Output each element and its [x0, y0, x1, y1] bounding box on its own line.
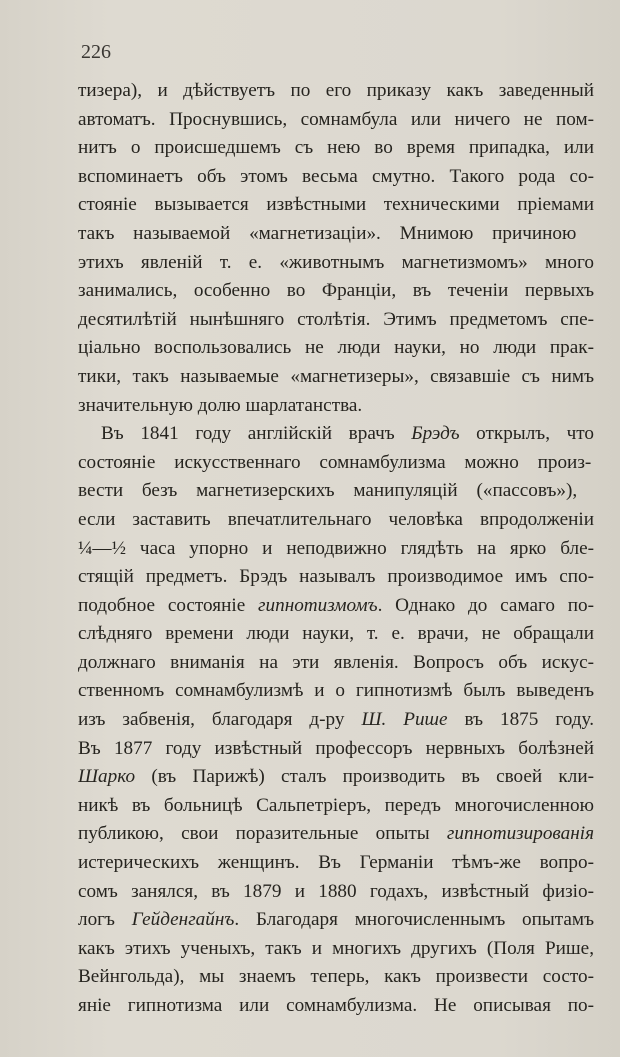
- text-segment: такъ называемой «магнетизаціи». Мнимою причиною: [78, 222, 577, 244]
- text-line: [78, 992, 594, 1021]
- text-segment: сомъ занялся, въ 1879 и 1880 годахъ, извѣстный физіо-: [78, 880, 594, 902]
- text-segment: какъ этихъ ученыхъ, такъ и многихъ другихъ (Поля Рише,: [78, 937, 594, 959]
- text-line: [78, 735, 594, 764]
- text-segment: вести безъ магнетизерскихъ манипуляцій («пассовъ»),: [78, 480, 578, 502]
- text-segment: Вейнгольда), мы знаемъ теперь, какъ произвести состо-: [78, 966, 594, 988]
- text-line: [78, 306, 594, 335]
- text-segment: изъ забвенія, благодаря д-ру: [78, 709, 362, 731]
- page-number: 226: [81, 41, 111, 63]
- text-line: [78, 363, 594, 392]
- text-segment: если заставить впечатлительнаго человѣка впродолженіи: [78, 508, 594, 530]
- text-line: [78, 420, 594, 449]
- italic-term: Гейденгайнъ: [131, 909, 235, 931]
- body-text: [78, 77, 594, 1021]
- text-segment: ціально воспользовались не люди науки, но люди прак-: [78, 337, 594, 359]
- text-segment: вспоминаетъ объ этомъ весьма смутно. Такого рода со-: [78, 165, 594, 187]
- text-segment: ственномъ сомнамбулизмѣ и о гипнотизмѣ былъ выведенъ: [78, 680, 594, 702]
- text-line: [78, 706, 594, 735]
- text-segment: стящій предметъ. Брэдъ называлъ производимое имъ спо-: [78, 566, 594, 588]
- text-segment: стояніе вызывается извѣстными техническими пріемами: [78, 194, 594, 216]
- text-segment: десятилѣтій нынѣшняго столѣтія. Этимъ предметомъ спе-: [78, 308, 594, 330]
- text-segment: нитъ о происшедшемъ съ нею во время припадка, или: [78, 137, 594, 159]
- text-line: [78, 477, 594, 506]
- text-line: [78, 963, 594, 992]
- text-segment: автоматъ. Проснувшись, сомнамбула или ничего не пом-: [78, 108, 594, 130]
- text-line: [78, 849, 594, 878]
- text-line: [78, 77, 594, 106]
- text-segment: Въ 1877 году извѣстный профессоръ нервныхъ болѣзней: [78, 737, 594, 759]
- text-segment: ¼—½ часа упорно и неподвижно глядѣть на ярко бле-: [78, 537, 594, 559]
- italic-term: гипнотизированія: [446, 823, 594, 845]
- text-segment: истерическихъ женщинъ. Въ Германіи тѣмъ-же вопро-: [78, 852, 594, 874]
- text-segment: тики, такъ называемые «магнетизеры», связавшіе съ нимъ: [78, 365, 594, 387]
- text-segment: . Благодаря многочисленнымъ опытамъ: [234, 909, 594, 931]
- text-segment: открылъ, что: [459, 423, 594, 445]
- text-line: [78, 449, 594, 478]
- text-segment: состояніе искусственнаго сомнамбулизма можно произ-: [78, 451, 592, 473]
- text-segment: яніе гипнотизма или сомнамбулизма. Не описывая по-: [78, 995, 594, 1016]
- text-segment: никѣ въ больницѣ Сальпетріеръ, передъ многочисленною: [78, 794, 594, 816]
- text-segment: тизера), и дѣйствуетъ по его приказу какъ заведенный: [78, 80, 594, 101]
- text-segment: занимались, особенно во Франціи, въ теченіи первыхъ: [78, 280, 594, 302]
- text-segment: въ 1875 году.: [447, 709, 594, 731]
- text-segment: слѣдняго времени люди науки, т. е. врачи, не обращали: [78, 623, 594, 645]
- text-segment: этихъ явленій т. е. «животнымъ магнетизмомъ» много: [78, 251, 594, 273]
- text-line: [78, 763, 594, 792]
- text-segment: должнаго вниманія на эти явленія. Вопросъ объ искус-: [78, 651, 594, 673]
- text-line: [78, 878, 594, 907]
- text-line: [78, 163, 594, 192]
- italic-term: Ш. Рише: [361, 709, 448, 731]
- text-line: [78, 677, 594, 706]
- italic-term: Брэдъ: [411, 423, 460, 445]
- text-segment: подобное состояніе: [78, 594, 259, 616]
- text-line: [78, 249, 594, 278]
- text-segment: логъ: [78, 909, 132, 931]
- text-line: [78, 191, 594, 220]
- text-segment: (въ Парижѣ) сталъ производить въ своей кли-: [135, 766, 594, 788]
- text-line: [78, 820, 594, 849]
- text-line: [78, 134, 594, 163]
- text-line: [78, 620, 594, 649]
- italic-term: гипнотизмомъ: [258, 594, 378, 616]
- text-line: [78, 334, 594, 363]
- text-line: [78, 649, 594, 678]
- text-line: [78, 792, 594, 821]
- text-segment: Въ 1841 году англійскій врачъ: [101, 423, 412, 445]
- text-segment: значительную долю шарлатанства.: [78, 394, 363, 416]
- italic-term: Шарко: [78, 766, 136, 788]
- text-line: [78, 535, 594, 564]
- text-line: [78, 392, 594, 421]
- text-line: [78, 592, 594, 621]
- text-line: [78, 106, 594, 135]
- text-line: [78, 935, 594, 964]
- text-segment: . Однако до самаго по-: [377, 594, 594, 616]
- text-line: [78, 277, 594, 306]
- text-line: [78, 220, 594, 249]
- text-line: [78, 906, 594, 935]
- text-segment: публикою, свои поразительные опыты: [78, 823, 447, 845]
- text-line: [78, 506, 594, 535]
- text-line: [78, 563, 594, 592]
